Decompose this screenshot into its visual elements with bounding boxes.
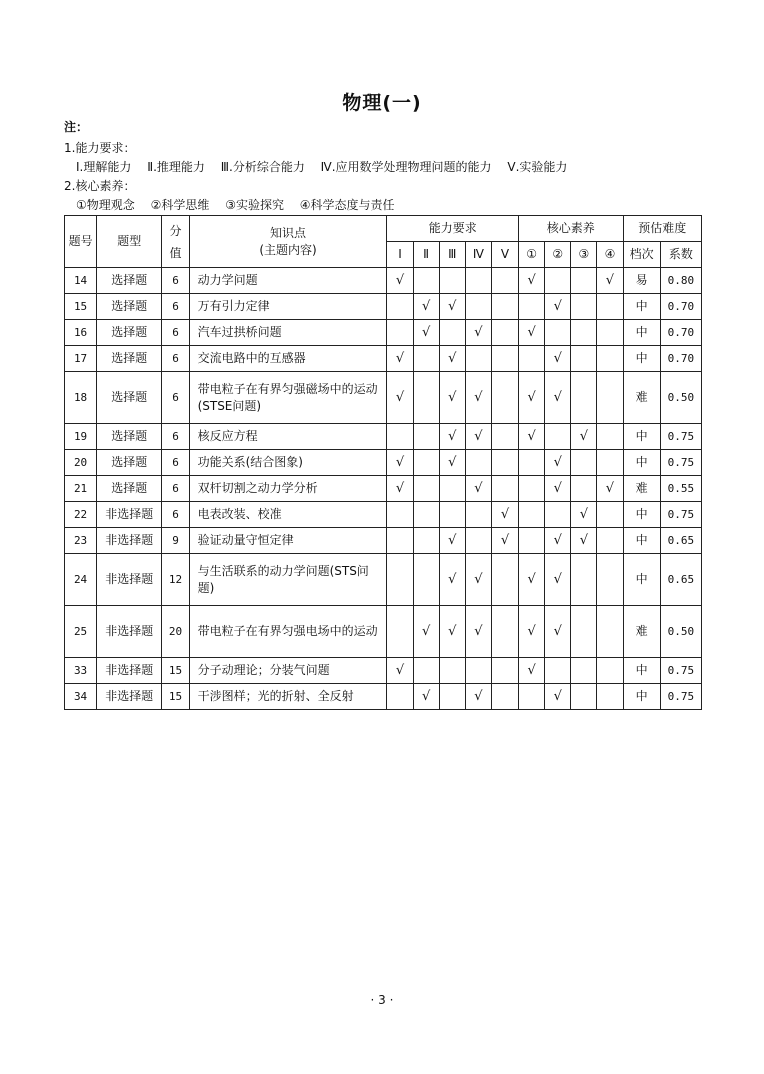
- core-literacy-title: 2.核心素养：: [64, 179, 136, 193]
- cell-level: 中: [623, 554, 660, 606]
- cell-score: 6: [162, 476, 189, 502]
- table-row: [65, 450, 702, 476]
- cell-literacy-check: [597, 346, 623, 372]
- cell-topic: 电表改装、校准: [189, 502, 387, 528]
- cell-literacy-check: [597, 294, 623, 320]
- cell-score: 6: [162, 294, 189, 320]
- cell-literacy-check: √: [519, 658, 545, 684]
- cell-literacy-check: √: [545, 346, 571, 372]
- cell-number: 24: [65, 554, 97, 606]
- cell-coef: 0.55: [660, 476, 701, 502]
- literacy-item: ④科学态度与责任: [299, 198, 395, 212]
- cell-number: 23: [65, 528, 97, 554]
- cell-score: 9: [162, 528, 189, 554]
- header-ability-4: Ⅳ: [465, 242, 491, 268]
- cell-ability-check: [439, 684, 465, 710]
- cell-topic: 交流电路中的互感器: [189, 346, 387, 372]
- cell-literacy-check: [571, 450, 597, 476]
- cell-ability-check: √: [465, 320, 491, 346]
- cell-level: 中: [623, 658, 660, 684]
- cell-number: 21: [65, 476, 97, 502]
- cell-number: 16: [65, 320, 97, 346]
- cell-literacy-check: [519, 502, 545, 528]
- cell-topic: 验证动量守恒定律: [189, 528, 387, 554]
- ability-item: Ⅲ.分析综合能力: [220, 160, 305, 174]
- cell-type: 非选择题: [97, 554, 162, 606]
- literacy-item: ②科学思维: [150, 198, 210, 212]
- cell-literacy-check: [597, 554, 623, 606]
- cell-literacy-check: [571, 476, 597, 502]
- cell-literacy-check: √: [571, 424, 597, 450]
- cell-literacy-check: [571, 320, 597, 346]
- header-literacy-3: ③: [571, 242, 597, 268]
- cell-ability-check: [387, 684, 413, 710]
- cell-number: 33: [65, 658, 97, 684]
- cell-ability-check: [413, 554, 439, 606]
- cell-ability-check: [413, 372, 439, 424]
- cell-literacy-check: √: [545, 372, 571, 424]
- header-literacy-1: ①: [519, 242, 545, 268]
- cell-topic: 分子动理论；分装气问题: [189, 658, 387, 684]
- cell-ability-check: [439, 268, 465, 294]
- cell-ability-check: √: [413, 606, 439, 658]
- page-title: 物理(一): [342, 92, 422, 114]
- table-row: [65, 268, 702, 294]
- cell-coef: 0.70: [660, 346, 701, 372]
- header-score: [162, 216, 189, 268]
- cell-number: 14: [65, 268, 97, 294]
- cell-literacy-check: [545, 268, 571, 294]
- cell-ability-check: [413, 346, 439, 372]
- header-difficulty-group: 预估难度: [623, 216, 701, 242]
- ability-item: Ⅴ.实验能力: [507, 160, 568, 174]
- cell-topic: 与生活联系的动力学问题(STS问题): [189, 554, 387, 606]
- cell-topic: 汽车过拱桥问题: [189, 320, 387, 346]
- cell-ability-check: √: [465, 424, 491, 450]
- page-number: · 3 ·: [370, 993, 394, 1007]
- cell-score: 6: [162, 372, 189, 424]
- cell-ability-check: √: [491, 528, 518, 554]
- cell-number: 25: [65, 606, 97, 658]
- cell-literacy-check: √: [519, 372, 545, 424]
- cell-type: 选择题: [97, 268, 162, 294]
- cell-literacy-check: √: [571, 502, 597, 528]
- header-literacy-2: ②: [545, 242, 571, 268]
- cell-ability-check: [491, 476, 518, 502]
- cell-literacy-check: [571, 346, 597, 372]
- table-row: [65, 424, 702, 450]
- cell-level: 中: [623, 346, 660, 372]
- table-row: [65, 346, 702, 372]
- cell-type: 选择题: [97, 372, 162, 424]
- cell-ability-check: √: [387, 450, 413, 476]
- cell-literacy-check: [571, 658, 597, 684]
- cell-literacy-check: [571, 268, 597, 294]
- table-row: [65, 606, 702, 658]
- cell-coef: 0.75: [660, 684, 701, 710]
- header-type: 题型: [97, 216, 162, 268]
- cell-coef: 0.50: [660, 606, 701, 658]
- cell-ability-check: [465, 502, 491, 528]
- cell-ability-check: [465, 658, 491, 684]
- header-knowledge-label: 知识点: [270, 225, 307, 240]
- cell-ability-check: √: [491, 502, 518, 528]
- header-ability-5: Ⅴ: [491, 242, 518, 268]
- cell-ability-check: √: [465, 606, 491, 658]
- cell-literacy-check: [519, 450, 545, 476]
- ability-requirements-title: 1.能力要求：: [64, 141, 136, 155]
- cell-ability-check: [413, 424, 439, 450]
- cell-ability-check: [465, 528, 491, 554]
- notes-heading: 注：: [64, 120, 89, 134]
- cell-ability-check: [465, 294, 491, 320]
- analysis-table: [64, 215, 702, 710]
- cell-literacy-check: [519, 684, 545, 710]
- cell-coef: 0.70: [660, 320, 701, 346]
- cell-literacy-check: [597, 684, 623, 710]
- cell-score: 12: [162, 554, 189, 606]
- cell-ability-check: √: [439, 424, 465, 450]
- cell-level: 中: [623, 528, 660, 554]
- cell-ability-check: √: [465, 684, 491, 710]
- cell-number: 34: [65, 684, 97, 710]
- cell-topic: 带电粒子在有界匀强磁场中的运动(STSE问题): [189, 372, 387, 424]
- cell-literacy-check: [571, 606, 597, 658]
- literacy-item: ①物理观念: [76, 198, 135, 212]
- cell-literacy-check: [597, 320, 623, 346]
- cell-level: 中: [623, 450, 660, 476]
- cell-ability-check: √: [439, 554, 465, 606]
- header-ability-1: Ⅰ: [387, 242, 413, 268]
- literacy-item: ③实验探究: [225, 198, 284, 212]
- cell-ability-check: [387, 554, 413, 606]
- cell-literacy-check: √: [519, 606, 545, 658]
- cell-literacy-check: √: [545, 606, 571, 658]
- cell-ability-check: [465, 346, 491, 372]
- cell-number: 20: [65, 450, 97, 476]
- cell-literacy-check: √: [519, 268, 545, 294]
- cell-score: 15: [162, 658, 189, 684]
- cell-ability-check: √: [465, 372, 491, 424]
- cell-ability-check: [413, 268, 439, 294]
- cell-literacy-check: [571, 684, 597, 710]
- cell-literacy-check: √: [519, 320, 545, 346]
- cell-literacy-check: √: [545, 554, 571, 606]
- cell-coef: 0.70: [660, 294, 701, 320]
- cell-level: 中: [623, 294, 660, 320]
- cell-literacy-check: [545, 424, 571, 450]
- cell-ability-check: [491, 268, 518, 294]
- cell-ability-check: [491, 606, 518, 658]
- cell-type: 选择题: [97, 476, 162, 502]
- cell-ability-check: √: [439, 372, 465, 424]
- header-ability-3: Ⅲ: [439, 242, 465, 268]
- cell-type: 选择题: [97, 424, 162, 450]
- header-level: 档次: [623, 242, 660, 268]
- cell-number: 15: [65, 294, 97, 320]
- table-row: [65, 684, 702, 710]
- cell-type: 选择题: [97, 294, 162, 320]
- table-row: [65, 502, 702, 528]
- cell-literacy-check: [519, 346, 545, 372]
- cell-score: 6: [162, 450, 189, 476]
- cell-level: 难: [623, 476, 660, 502]
- cell-ability-check: [413, 528, 439, 554]
- cell-score: 6: [162, 320, 189, 346]
- cell-literacy-check: √: [545, 294, 571, 320]
- table-row: [65, 476, 702, 502]
- cell-ability-check: [387, 424, 413, 450]
- cell-literacy-check: √: [597, 268, 623, 294]
- ability-item: Ⅰ.理解能力: [76, 160, 132, 174]
- cell-number: 17: [65, 346, 97, 372]
- header-literacy-4: ④: [597, 242, 623, 268]
- cell-literacy-check: [571, 294, 597, 320]
- table-row: [65, 658, 702, 684]
- cell-ability-check: √: [413, 684, 439, 710]
- cell-ability-check: √: [439, 528, 465, 554]
- cell-ability-check: √: [387, 372, 413, 424]
- cell-ability-check: √: [439, 294, 465, 320]
- cell-literacy-check: √: [597, 476, 623, 502]
- cell-ability-check: [439, 320, 465, 346]
- cell-ability-check: [491, 320, 518, 346]
- table-row: [65, 554, 702, 606]
- cell-coef: 0.75: [660, 450, 701, 476]
- cell-literacy-check: √: [545, 684, 571, 710]
- cell-literacy-check: [571, 554, 597, 606]
- cell-ability-check: [491, 450, 518, 476]
- cell-type: 非选择题: [97, 502, 162, 528]
- cell-ability-check: [465, 268, 491, 294]
- cell-number: 18: [65, 372, 97, 424]
- cell-ability-check: [387, 606, 413, 658]
- cell-ability-check: √: [387, 658, 413, 684]
- cell-score: 6: [162, 346, 189, 372]
- cell-ability-check: [387, 502, 413, 528]
- cell-type: 非选择题: [97, 684, 162, 710]
- cell-coef: 0.75: [660, 424, 701, 450]
- cell-type: 非选择题: [97, 606, 162, 658]
- cell-literacy-check: [545, 320, 571, 346]
- cell-ability-check: [387, 528, 413, 554]
- cell-literacy-check: [597, 658, 623, 684]
- header-ability-2: Ⅱ: [413, 242, 439, 268]
- cell-ability-check: [413, 476, 439, 502]
- cell-ability-check: [387, 320, 413, 346]
- cell-type: 选择题: [97, 450, 162, 476]
- cell-ability-check: √: [439, 450, 465, 476]
- cell-topic: 干涉图样；光的折射、全反射: [189, 684, 387, 710]
- cell-ability-check: [413, 658, 439, 684]
- cell-ability-check: [465, 450, 491, 476]
- cell-number: 22: [65, 502, 97, 528]
- cell-literacy-check: √: [571, 528, 597, 554]
- cell-literacy-check: √: [519, 554, 545, 606]
- cell-level: 中: [623, 320, 660, 346]
- cell-coef: 0.50: [660, 372, 701, 424]
- cell-ability-check: [491, 424, 518, 450]
- cell-ability-check: [413, 502, 439, 528]
- cell-ability-check: √: [465, 554, 491, 606]
- cell-literacy-check: [519, 294, 545, 320]
- header-ability-group: 能力要求: [387, 216, 519, 242]
- cell-type: 非选择题: [97, 658, 162, 684]
- cell-coef: 0.65: [660, 554, 701, 606]
- cell-score: 20: [162, 606, 189, 658]
- cell-literacy-check: [597, 606, 623, 658]
- cell-literacy-check: [597, 528, 623, 554]
- header-score-label: 分值: [169, 223, 182, 260]
- cell-ability-check: √: [413, 294, 439, 320]
- cell-literacy-check: √: [519, 424, 545, 450]
- literacy-list: [76, 196, 407, 213]
- cell-topic: 动力学问题: [189, 268, 387, 294]
- cell-ability-check: [387, 294, 413, 320]
- cell-literacy-check: [519, 476, 545, 502]
- cell-coef: 0.80: [660, 268, 701, 294]
- cell-literacy-check: [597, 372, 623, 424]
- table-row: [65, 528, 702, 554]
- cell-literacy-check: [597, 502, 623, 528]
- cell-ability-check: √: [439, 346, 465, 372]
- header-knowledge-sub: (主题内容): [259, 242, 317, 257]
- cell-literacy-check: [597, 450, 623, 476]
- cell-topic: 核反应方程: [189, 424, 387, 450]
- cell-ability-check: √: [387, 476, 413, 502]
- cell-coef: 0.75: [660, 502, 701, 528]
- cell-topic: 万有引力定律: [189, 294, 387, 320]
- cell-number: 19: [65, 424, 97, 450]
- cell-ability-check: √: [413, 320, 439, 346]
- cell-ability-check: [439, 502, 465, 528]
- cell-literacy-check: √: [545, 528, 571, 554]
- cell-ability-check: [491, 658, 518, 684]
- cell-level: 难: [623, 372, 660, 424]
- header-literacy-group: 核心素养: [519, 216, 623, 242]
- cell-topic: 功能关系(结合图象): [189, 450, 387, 476]
- ability-item: Ⅱ.推理能力: [147, 160, 205, 174]
- cell-ability-check: √: [387, 268, 413, 294]
- table-row: [65, 372, 702, 424]
- cell-level: 中: [623, 502, 660, 528]
- cell-score: 15: [162, 684, 189, 710]
- cell-literacy-check: [545, 502, 571, 528]
- cell-ability-check: [413, 450, 439, 476]
- cell-level: 难: [623, 606, 660, 658]
- cell-literacy-check: [519, 528, 545, 554]
- cell-type: 选择题: [97, 320, 162, 346]
- table-body: [65, 268, 702, 710]
- cell-ability-check: √: [387, 346, 413, 372]
- cell-ability-check: [491, 372, 518, 424]
- cell-score: 6: [162, 502, 189, 528]
- cell-ability-check: √: [439, 606, 465, 658]
- cell-literacy-check: √: [545, 450, 571, 476]
- cell-level: 中: [623, 424, 660, 450]
- cell-ability-check: [491, 294, 518, 320]
- cell-ability-check: [491, 346, 518, 372]
- cell-score: 6: [162, 424, 189, 450]
- cell-literacy-check: [571, 372, 597, 424]
- cell-level: 中: [623, 684, 660, 710]
- cell-topic: 带电粒子在有界匀强电场中的运动: [189, 606, 387, 658]
- ability-list: [76, 158, 579, 175]
- header-coef: 系数: [660, 242, 701, 268]
- header-knowledge: [189, 216, 387, 268]
- cell-ability-check: [439, 476, 465, 502]
- cell-literacy-check: [545, 658, 571, 684]
- table-row: [65, 320, 702, 346]
- cell-score: 6: [162, 268, 189, 294]
- cell-literacy-check: √: [545, 476, 571, 502]
- header-number: 题号: [65, 216, 97, 268]
- cell-ability-check: [439, 658, 465, 684]
- ability-item: Ⅳ.应用数学处理物理问题的能力: [320, 160, 492, 174]
- cell-type: 非选择题: [97, 528, 162, 554]
- cell-type: 选择题: [97, 346, 162, 372]
- cell-coef: 0.65: [660, 528, 701, 554]
- cell-literacy-check: [597, 424, 623, 450]
- cell-ability-check: √: [465, 476, 491, 502]
- cell-topic: 双杆切割之动力学分析: [189, 476, 387, 502]
- cell-coef: 0.75: [660, 658, 701, 684]
- cell-ability-check: [491, 684, 518, 710]
- cell-level: 易: [623, 268, 660, 294]
- cell-ability-check: [491, 554, 518, 606]
- table-row: [65, 294, 702, 320]
